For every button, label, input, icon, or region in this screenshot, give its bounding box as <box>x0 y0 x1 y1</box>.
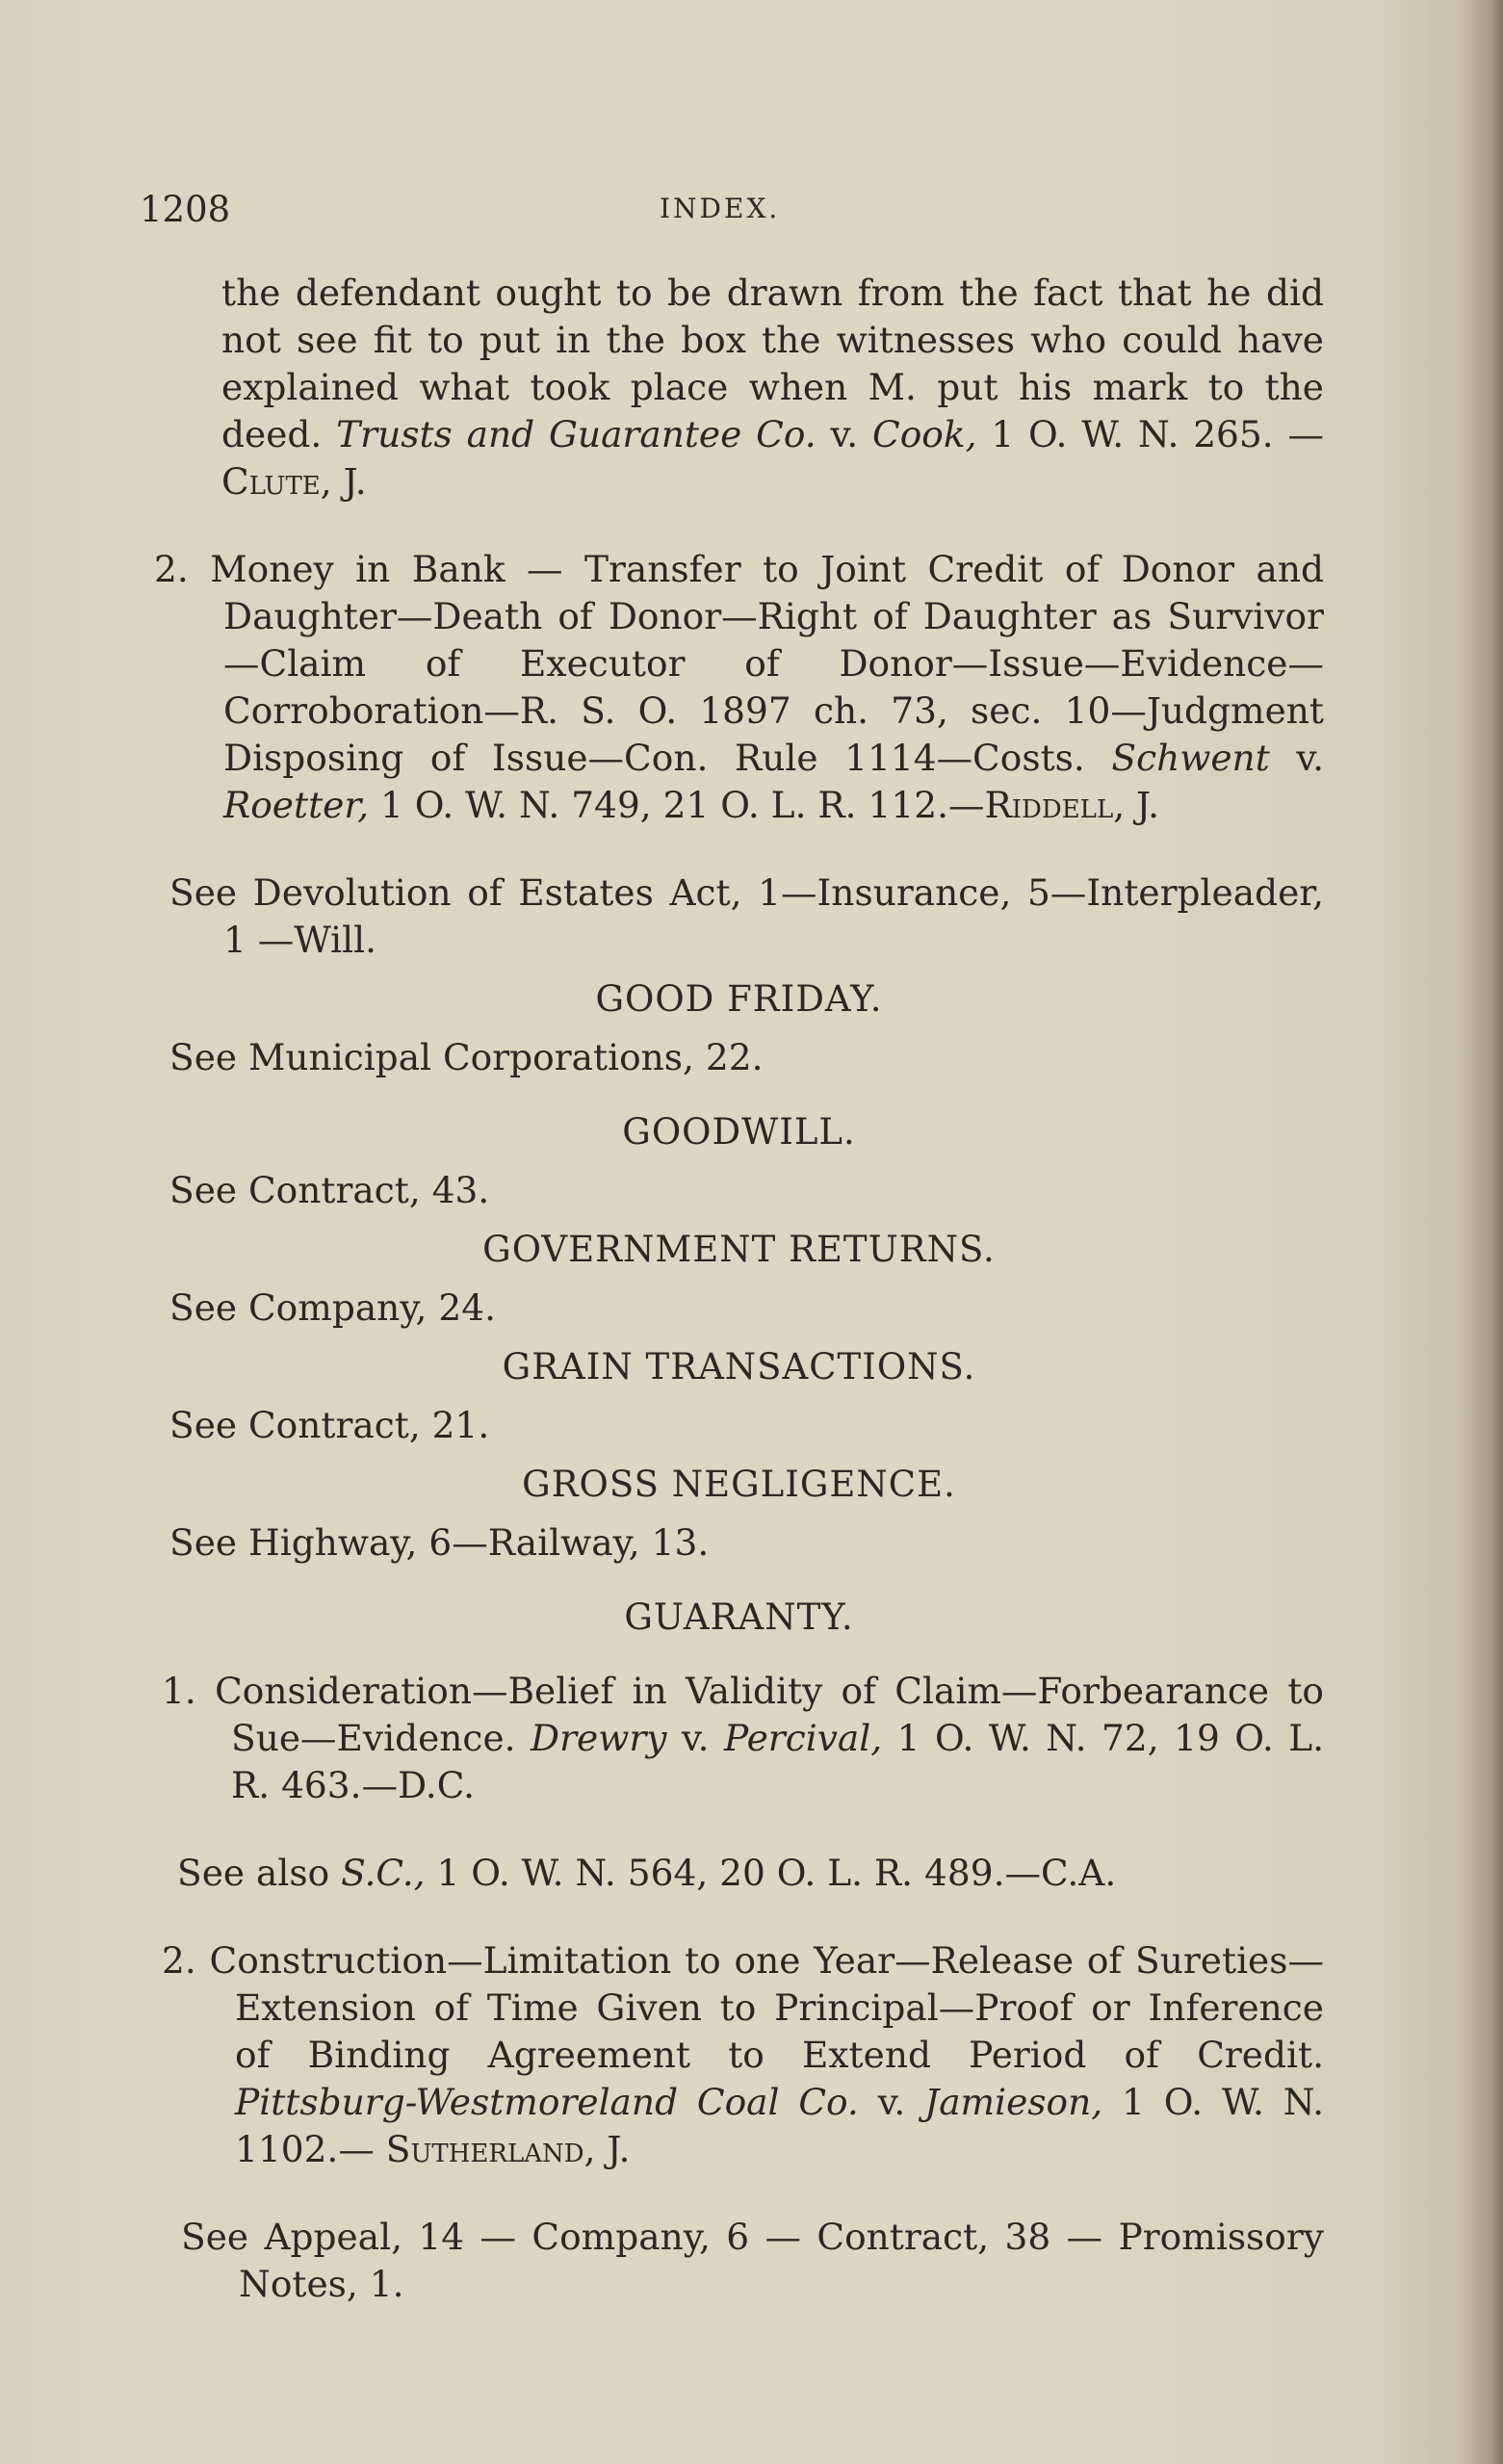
case-versus: v. <box>830 413 859 455</box>
see-text: See Contract, 21. <box>169 1404 490 1446</box>
good-friday-see <box>154 1034 1324 1081</box>
case-name-2: Percival, <box>724 1717 883 1759</box>
case-name: Schwent <box>1111 737 1270 779</box>
citation: 1 O. W. N. 265. — <box>991 413 1325 455</box>
page-edge-shadow <box>1464 0 1503 2464</box>
heading-government-returns: GOVERNMENT RETURNS. <box>482 1229 996 1270</box>
see-text: See Company, 24. <box>169 1286 497 1329</box>
case-versus: v. <box>1296 737 1325 779</box>
see-text: See Contract, 43. <box>169 1169 490 1211</box>
case-versus: v. <box>681 1717 710 1759</box>
goodwill-see <box>154 1167 1324 1214</box>
case-name-2: Roetter, <box>223 784 370 826</box>
entry-text: 2. Construction—Limitation to one Year—Release of Sureties—Extension of Time Given to Principal—Proof or Inference of Binding Agreement to Extend Period of Credit. <box>162 1939 1324 2076</box>
judge-name: Sutherland, J. <box>385 2128 631 2170</box>
see-text: See Municipal Corporations, 22. <box>169 1036 764 1078</box>
guaranty-entry-2 <box>154 1937 1324 2173</box>
case-name-2: Cook, <box>872 413 977 455</box>
continued-entry <box>154 270 1324 506</box>
citation: 1 O. W. N. 1102.— <box>235 2081 1325 2170</box>
see-case: S.C., <box>341 1852 426 1894</box>
heading-goodwill: GOODWILL. <box>622 1111 856 1153</box>
case-name-2: Jamieson, <box>924 2081 1103 2123</box>
heading-good-friday: GOOD FRIDAY. <box>595 978 883 1020</box>
judge-name: Riddell, J. <box>984 784 1160 826</box>
citation: 1 O. W. N. 749, 21 O. L. R. 112.— <box>379 784 985 826</box>
see-text: See Appeal, 14 — Company, 6 — Contract, 38 — Promissory Notes, 1. <box>181 2216 1324 2305</box>
page-header <box>140 189 1314 232</box>
gift-see-also <box>154 869 1324 964</box>
heading-grain-transactions: GRAIN TRANSACTIONS. <box>502 1346 976 1388</box>
page-number: 1208 <box>140 189 231 230</box>
running-head: INDEX. <box>660 193 781 224</box>
see-citation: 1 O. W. N. 564, 20 O. L. R. 489.—C.A. <box>436 1852 1117 1894</box>
see-prefix: See also <box>177 1852 330 1894</box>
judge-name: Clute, J. <box>221 460 367 503</box>
case-name: Trusts and Guarantee Co. <box>336 413 816 455</box>
heading-guaranty: GUARANTY. <box>624 1596 854 1638</box>
guaranty-see-also <box>154 2214 1324 2308</box>
index-body <box>154 270 1324 2308</box>
guaranty-1-see-also <box>154 1850 1324 1897</box>
case-name: Drewry <box>531 1717 667 1759</box>
gross-negligence-see <box>154 1519 1324 1567</box>
entry-text: 2. Money in Bank — Transfer to Joint Credit of Donor and Daughter—Death of Donor—Right of Daughter as Survivor —Claim of Executor of Donor—Issue—Evidence—Corroboration—R. S. O. 1897 ch. 73, sec. 10—Judgment Disposing of Issue—Con. Rule 1114—Costs. <box>154 548 1324 779</box>
entry-text: the defendant ought to be drawn from the fact that he did not see fit to put in the box the witnesses who could have explained what took place when M. put his mark to the deed. <box>221 272 1324 455</box>
guaranty-entry-1 <box>154 1668 1324 1809</box>
case-name: Pittsburg-Westmoreland Coal Co. <box>235 2081 859 2123</box>
see-text: See Devolution of Estates Act, 1—Insurance, 5—Interpleader, 1 —Will. <box>169 871 1324 961</box>
entry-text: 1. Consideration—Belief in Validity of Claim—Forbearance to Sue—Evidence. <box>162 1670 1324 1759</box>
government-returns-see <box>154 1284 1324 1332</box>
grain-transactions-see <box>154 1402 1324 1449</box>
see-text: See Highway, 6—Railway, 13. <box>169 1521 710 1564</box>
heading-gross-negligence: GROSS NEGLIGENCE. <box>522 1464 956 1505</box>
citation: 1 O. W. N. 72, 19 O. L. R. 463.—D.C. <box>231 1717 1325 1806</box>
gift-entry-2 <box>154 546 1324 829</box>
case-versus: v. <box>877 2081 906 2123</box>
